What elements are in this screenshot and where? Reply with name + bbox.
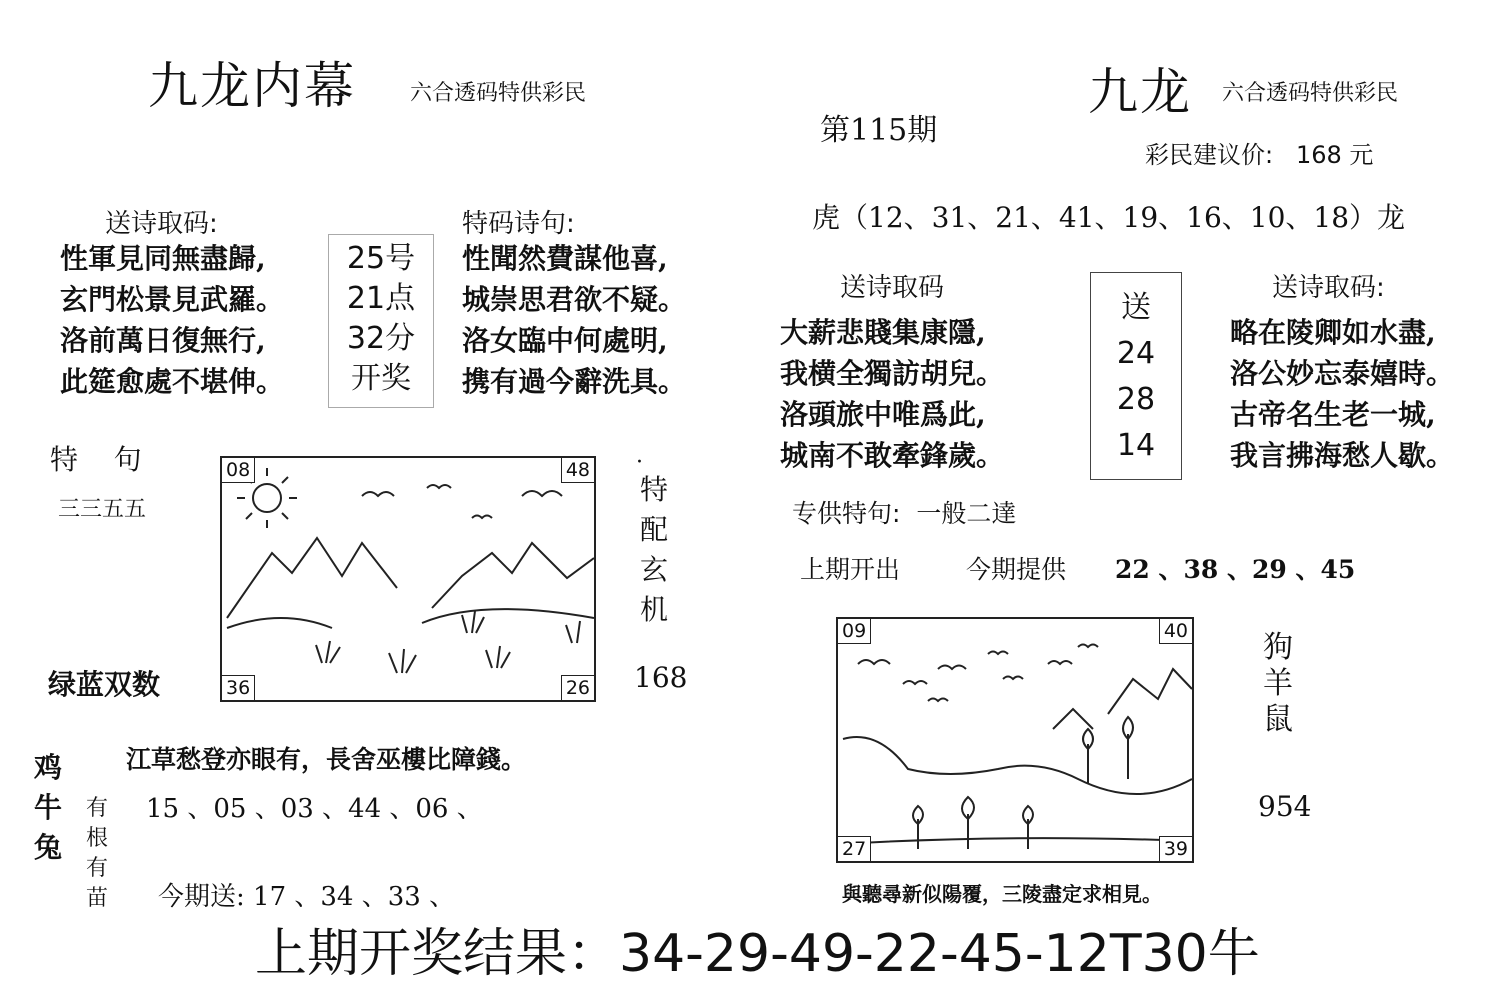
box-line: 送	[1121, 290, 1151, 325]
left-animals	[30, 748, 66, 868]
grass-icon	[389, 649, 416, 673]
te-ju-label: 特 句	[50, 443, 142, 476]
animal-char: 兔	[33, 831, 62, 864]
poem-line: 玄門松景見武羅。	[60, 283, 285, 316]
animal-char: 牛	[33, 791, 62, 824]
poem-line: 略在陵卿如水盡,	[1230, 316, 1436, 349]
grass-icon	[316, 641, 340, 663]
box-line: 25号	[346, 241, 416, 276]
left-title: 九龙内幕	[148, 57, 356, 115]
root-char: 苗	[85, 886, 108, 911]
today-provide-label: 今期提供	[966, 555, 1067, 584]
special-poem	[462, 238, 686, 402]
grass-icon	[486, 646, 510, 668]
poem-line: 古帝名生老一城,	[1230, 398, 1436, 431]
left-numbers-line: 15 、05 、03 、44 、06 、	[146, 794, 483, 824]
green-blue-label: 绿蓝双数	[48, 668, 161, 701]
number-168: 168	[634, 661, 688, 694]
provide-numbers: 22 、38 、29 、45	[1115, 555, 1356, 584]
right-title: 九龙	[1088, 63, 1192, 121]
bird-icon	[938, 666, 966, 670]
poem-line: 性聞然費謀他喜,	[462, 242, 668, 275]
corner-top-right: 48	[561, 458, 594, 483]
right-animals	[1260, 630, 1296, 738]
box-line: 32分	[346, 321, 416, 356]
poem-line: 洛頭旅中唯爲此,	[780, 398, 986, 431]
issue-number: 第115期	[820, 113, 938, 148]
right-landscape-drawing	[838, 619, 1192, 861]
animal-char: 羊	[1263, 666, 1293, 701]
poem-line: 此筵愈處不堪伸。	[60, 365, 285, 398]
grass-icon	[462, 611, 484, 633]
box-line: 24	[1116, 336, 1156, 371]
poem-line: 我横全獨訪胡兒。	[780, 357, 1005, 390]
corner-bottom-left: 36	[222, 675, 255, 700]
bird-icon	[988, 652, 1008, 655]
grass-icon	[566, 621, 580, 643]
left-bottom-poem-line: 江草愁登亦眼有，長舍巫樓比障錢。	[126, 745, 527, 774]
poem-line: 城南不敢牽鋒歲。	[780, 439, 1005, 472]
right-landscape-picture	[836, 617, 1194, 863]
box-line: 21点	[346, 281, 416, 316]
tiger-dragon-line: 虎（12、31、21、41、19、16、10、18）龙	[812, 201, 1406, 234]
sun-icon	[253, 484, 281, 512]
bird-icon	[1078, 645, 1098, 648]
bird-icon	[928, 699, 948, 702]
corner-bottom-right: 26	[561, 675, 594, 700]
right-bottom-poem-line: 與聽尋新似陽覆，三陵盡定求相見。	[842, 882, 1162, 906]
vertical-char: 玄	[639, 553, 668, 586]
poem-line: 洛女臨中何處明,	[462, 324, 668, 357]
hill-line	[227, 609, 594, 628]
right-send-box	[1090, 272, 1182, 480]
bird-icon	[1048, 661, 1072, 664]
animal-char: 鸡	[33, 751, 62, 784]
corner-bottom-right: 39	[1159, 836, 1192, 861]
right-poem-right	[1230, 312, 1454, 476]
today-send-line: 今期送: 17 、34 、33 、	[158, 882, 456, 912]
right-poem-heading-right: 送诗取码:	[1272, 273, 1385, 303]
left-poem-heading: 送诗取码:	[105, 209, 218, 239]
bird-icon	[858, 660, 890, 664]
left-poem	[60, 238, 284, 402]
vertical-char: 机	[639, 593, 668, 626]
te-pei-xuan-ji-vertical	[636, 470, 672, 630]
you-gen-you-miao	[84, 794, 110, 914]
mountains-icon	[227, 538, 594, 618]
hill-line	[843, 737, 1192, 794]
poem-line: 城崇思君欲不疑。	[462, 283, 687, 316]
root-char: 有	[85, 796, 108, 821]
bird-icon	[472, 516, 492, 519]
right-poem-left	[780, 312, 1004, 476]
left-landscape-picture	[220, 456, 596, 702]
number-954: 954	[1258, 790, 1312, 823]
root-char: 根	[85, 826, 108, 851]
poem-line: 洛前萬日復無行,	[60, 324, 266, 357]
poem-line: 大薪悲賤集康隱,	[780, 316, 986, 349]
te-ju-value: 三三五五	[58, 497, 147, 522]
bird-icon	[362, 492, 394, 496]
poem-line: 我言拂海愁人歇。	[1230, 439, 1455, 472]
right-poem-heading-left: 送诗取码	[840, 273, 945, 303]
vertical-char: 配	[639, 513, 668, 546]
ground-line	[843, 838, 1192, 844]
animal-char: 狗	[1263, 630, 1293, 665]
box-line: 开奖	[351, 361, 411, 396]
corner-bottom-left: 27	[838, 836, 871, 861]
corner-top-left: 09	[838, 619, 871, 644]
tree-icon	[913, 797, 1033, 849]
last-draw-result: 上期开奖结果：34-29-49-22-45-12T30牛	[255, 924, 1260, 984]
dot-mark: ·	[636, 450, 643, 475]
left-draw-time-box	[328, 234, 434, 408]
vertical-char: 特	[639, 473, 668, 506]
price-line: 彩民建议价: 168 元	[1145, 141, 1374, 169]
mountains-icon	[1053, 669, 1192, 729]
animal-char: 鼠	[1263, 702, 1293, 737]
poem-line: 性軍見同無盡歸,	[60, 242, 266, 275]
special-sentence-line: 专供特句: 一般二達	[792, 499, 1017, 528]
bird-icon	[1003, 677, 1023, 680]
poem-line: 携有過今辭洗具。	[462, 365, 687, 398]
left-subtitle: 六合透码特供彩民	[410, 81, 587, 106]
left-landscape-drawing	[222, 458, 594, 700]
bird-icon	[522, 491, 562, 496]
special-poem-heading: 特码诗句:	[462, 209, 575, 239]
root-char: 有	[85, 856, 108, 881]
last-issue-label: 上期开出	[800, 555, 901, 584]
box-line: 28	[1116, 382, 1156, 417]
box-line: 14	[1116, 428, 1156, 463]
corner-top-left: 08	[222, 458, 255, 483]
bird-icon	[903, 681, 927, 684]
right-subtitle: 六合透码特供彩民	[1222, 81, 1399, 106]
bird-icon	[427, 485, 451, 488]
corner-top-right: 40	[1159, 619, 1192, 644]
poem-line: 洛公妙忘泰嬉時。	[1230, 357, 1455, 390]
